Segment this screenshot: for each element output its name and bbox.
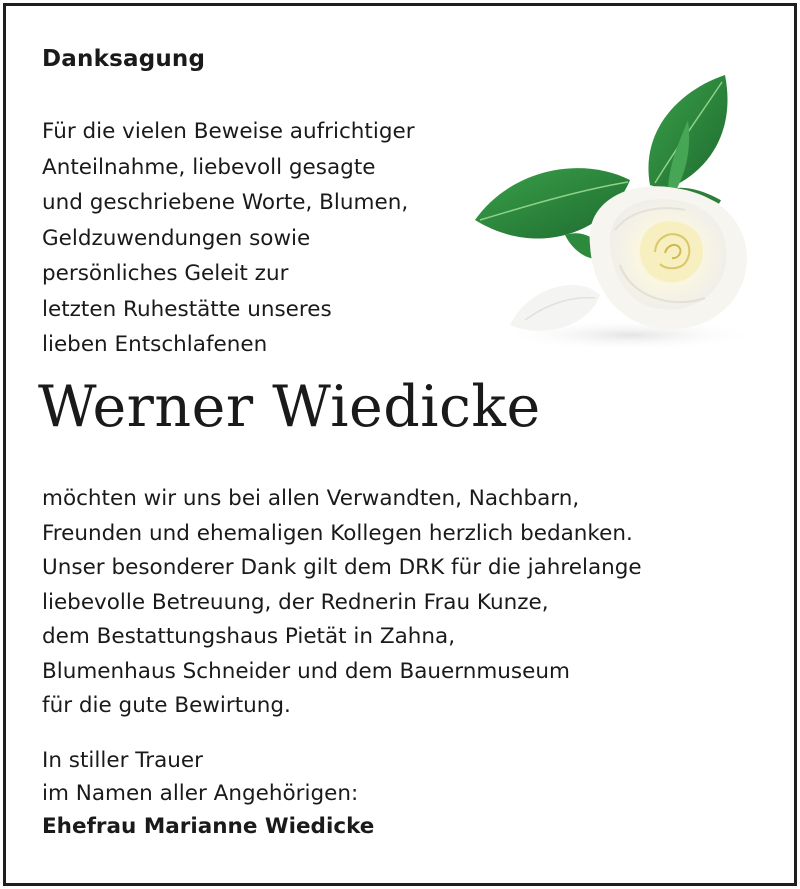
closing-block (42, 744, 374, 843)
intro-line: persönliches Geleit zur (42, 261, 289, 286)
thanks-line: liebevolle Betreuung, der Rednerin Frau Kunze, (42, 589, 549, 615)
intro-line: lieben Entschlafenen (42, 332, 268, 357)
closing-line: In stiller Trauer (42, 748, 203, 773)
intro-line: Für die vielen Beweise aufrichtiger (42, 119, 415, 144)
intro-line: letzten Ruhestätte unseres (42, 296, 332, 322)
intro-line: und geschriebene Worte, Blumen, (42, 190, 409, 215)
white-rose-image (470, 70, 770, 360)
thanks-line: Freunden und ehemaligen Kollegen herzlich bedanken. (42, 520, 633, 546)
thanks-line: Unser besonderer Dank gilt dem DRK für die jahrelange (42, 555, 642, 580)
thanks-line: möchten wir uns bei allen Verwandten, Nachbarn, (42, 486, 580, 511)
thanks-text (42, 482, 642, 724)
thanks-line: Blumenhaus Schneider und dem Bauernmuseum (42, 658, 570, 684)
closing-line: im Namen aller Angehörigen: (42, 781, 359, 806)
intro-line: Geldzuwendungen sowie (42, 225, 311, 251)
intro-text (42, 114, 415, 363)
thanks-line: für die gute Bewirtung. (42, 693, 291, 718)
signer-name: Ehefrau Marianne Wiedicke (42, 814, 375, 839)
thanks-line: dem Bestattungshaus Pietät in Zahna, (42, 624, 456, 649)
deceased-name: Werner Wiedicke (38, 374, 541, 440)
notice-heading: Danksagung (42, 46, 206, 72)
intro-line: Anteilnahme, liebevoll gesagte (42, 154, 376, 180)
